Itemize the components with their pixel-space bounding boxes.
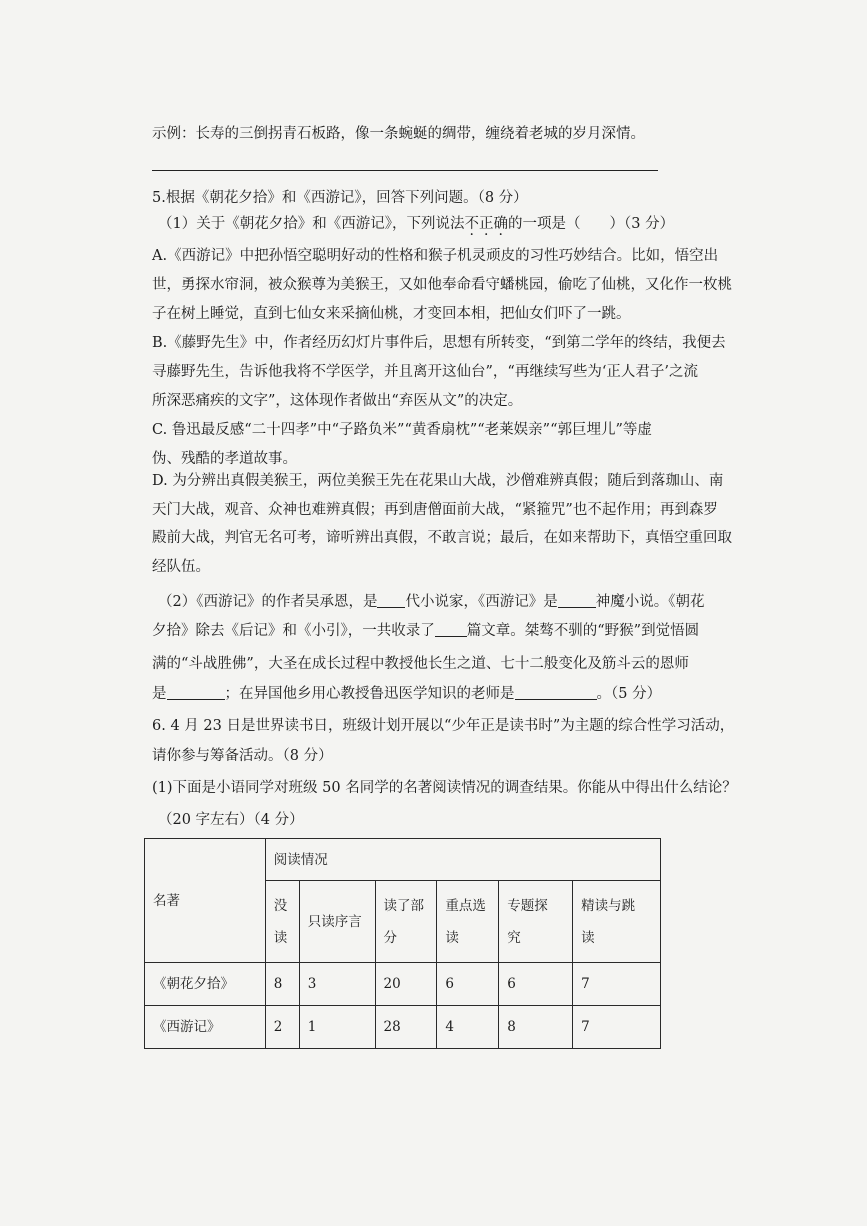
option-b-line: 寻藤野先生，告诉他我将不学医学，并且离开这仙台”，“再继续写些为‘正人君子’之流 (152, 364, 699, 380)
text-fragment: 是 (152, 686, 167, 702)
header-text: 没 (273, 897, 288, 914)
option-d-line: 天门大战，观音、众神也难辨真假；再到唐僧面前大战，“紧箍咒”也不起作用；再到森罗 (152, 502, 718, 518)
text-fragment: （2）《西游记》的作者吴承恩，是 (158, 594, 378, 610)
book-cell: 《西游记》 (145, 1006, 266, 1049)
value-cell: 20 (375, 963, 437, 1006)
q5-sub1-suffix: 的一项是（ ）（3 分） (507, 216, 675, 232)
option-c-line: 伪、残酷的孝道故事。 (152, 451, 297, 467)
text-fragment: 夕拾》除去《后记》和《小引》，一共收录了 (152, 623, 435, 639)
row-header-cell: 名著 (145, 839, 266, 963)
q5-sub1-prefix: （1）关于《朝花夕拾》和《西游记》，下列说法 (158, 216, 465, 232)
value-cell: 6 (499, 963, 573, 1006)
table-row (145, 963, 661, 1006)
q5-sub2-line (152, 684, 661, 704)
header-text: 读了部 (383, 897, 425, 914)
column-header (375, 881, 437, 963)
value-cell: 8 (265, 963, 299, 1006)
value-cell: 4 (437, 1006, 499, 1049)
reading-survey-table (144, 838, 661, 1049)
column-header (499, 881, 573, 963)
fill-blank[interactable] (377, 593, 405, 608)
q5-sub1-prompt (158, 214, 674, 234)
value-cell: 1 (299, 1006, 375, 1049)
q5-sub2-line: 满的“斗战胜佛”，大圣在成长过程中教授他长生之道、七十二般变化及筋斗云的恩师 (152, 656, 689, 672)
option-b-line: 所深恶痛疾的文字”，这体现作者做出“弃医从文”的决定。 (152, 393, 523, 409)
header-text: 读 (273, 929, 288, 946)
option-a-line: 世，勇探水帘洞，被众猴尊为美猴王，又如他奉命看守蟠桃园，偷吃了仙桃，又化作一枚桃 (152, 277, 732, 293)
header-text: 专题探 (507, 897, 548, 914)
value-cell: 28 (375, 1006, 437, 1049)
header-text: 精读与跳 (581, 897, 636, 914)
q6-line: 请你参与筹备活动。（8 分） (152, 748, 333, 764)
value-cell: 8 (499, 1006, 573, 1049)
header-text: 只读序言 (307, 913, 362, 930)
fill-blank[interactable] (167, 685, 225, 700)
text-fragment: 代小说家，《西游记》是 (405, 594, 558, 610)
text-fragment: 篇文章。桀骜不驯的“野猴”到觉悟圆 (466, 623, 700, 639)
option-d-line: D. 为分辨出真假美猴王，两位美猴王先在花果山大战，沙僧难辨真假；随后到落珈山、南 (152, 473, 724, 489)
fill-blank[interactable] (558, 593, 596, 608)
q5-sub2-line (158, 592, 704, 612)
value-cell: 7 (573, 1006, 661, 1049)
q6-sub1-line: （20 字左右）（4 分） (158, 812, 304, 828)
q5-title: 5.根据《朝花夕拾》和《西游记》，回答下列问题。（8 分） (152, 190, 528, 206)
header-text: 究 (507, 929, 521, 946)
value-cell: 3 (299, 963, 375, 1006)
fill-blank[interactable] (515, 685, 597, 700)
option-c-line: C. 鲁迅最反感“二十四孝”中“子路负米”“黄香扇枕”“老莱娱亲”“郭巨埋儿”等虚 (152, 422, 652, 438)
column-header (299, 881, 375, 963)
answer-line (152, 170, 658, 171)
group-header-cell: 阅读情况 (265, 839, 660, 881)
text-fragment: ；在异国他乡用心教授鲁迅医学知识的老师是 (224, 686, 515, 702)
emphasis-char: 确 (493, 216, 508, 232)
q6-sub1-line: (1)下面是小语同学对班级 50 名同学的名著阅读情况的调查结果。你能从中得出什么结论？ (152, 780, 737, 796)
header-text: 重点选 (445, 897, 486, 914)
header-text: 分 (383, 929, 398, 946)
column-header (437, 881, 499, 963)
column-header (265, 881, 299, 963)
header-text: 读 (445, 929, 459, 946)
option-d-line: 经队伍。 (152, 559, 210, 575)
emphasis-char: 正 (478, 216, 494, 232)
book-cell: 《朝花夕拾》 (145, 963, 266, 1006)
table-header-row (145, 839, 661, 881)
fill-blank[interactable] (435, 622, 467, 637)
q6-line: 6. 4 月 23 日是世界读书日，班级计划开展以“少年正是读书时”为主题的综合性学习活动， (152, 718, 735, 734)
text-fragment: 。（5 分） (596, 686, 662, 702)
value-cell: 6 (437, 963, 499, 1006)
column-header (573, 881, 661, 963)
value-cell: 7 (573, 963, 661, 1006)
option-a-line: 子在树上睡觉，直到七仙女来采摘仙桃，才变回本相，把仙女们吓了一跳。 (152, 306, 631, 322)
q5-sub2-line (152, 621, 699, 641)
emphasis-char: 不 (464, 216, 479, 232)
table-row (145, 1006, 661, 1049)
option-a-line: A.《西游记》中把孙悟空聪明好动的性格和猴子机灵顽皮的习性巧妙结合。比如，悟空出 (152, 248, 719, 264)
value-cell: 2 (265, 1006, 299, 1049)
header-text: 读 (581, 929, 595, 946)
example-line: 示例：长寿的三倒拐青石板路，像一条蜿蜒的绸带，缠绕着老城的岁月深情。 (152, 126, 645, 142)
option-b-line: B.《藤野先生》中，作者经历幻灯片事件后，思想有所转变，“到第二学年的终结，我便去 (152, 335, 726, 351)
option-d-line: 殿前大战，判官无名可考，谛听辨出真假，不敢言说；最后，在如来帮助下，真悟空重回取 (152, 530, 732, 546)
text-fragment: 神魔小说。《朝花 (595, 594, 705, 610)
